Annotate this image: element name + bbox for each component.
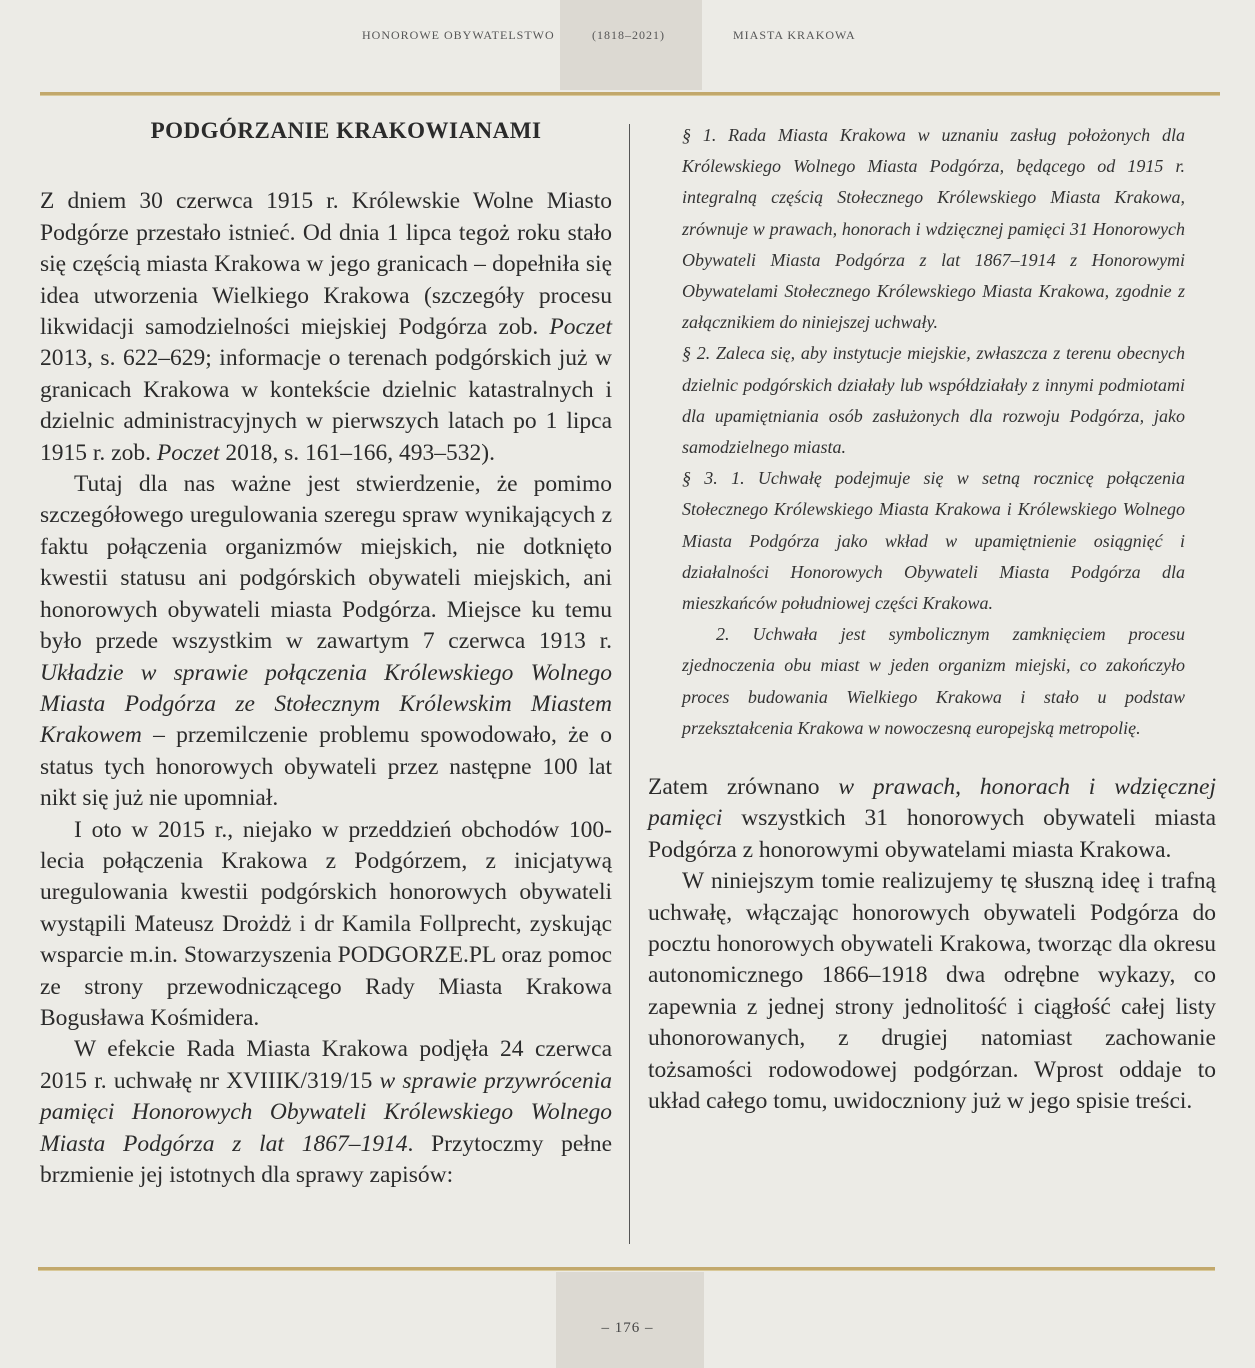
text-run: wszystkich 31 honorowych obywateli miasta Podgórza z honorowymi obywatelami miasta Krakowa. [648, 805, 1216, 863]
header-center: (1818–2021) [592, 28, 665, 42]
italic-run: w sprawie przywrócenia pamięci Honorowych Obywateli Królewskiego Wolnego Miasta Podgórza z lat 1867–1914 [40, 1067, 612, 1157]
top-rule [40, 92, 1220, 96]
italic-run: Poczet [549, 314, 612, 341]
header-left: HONOROWE OBYWATELSTWO [362, 28, 555, 42]
resolution-section-1: § 1. Rada Miasta Krakowa w uznaniu zasług położonych dla Królewskiego Wolnego Miasta Podgórza, będącego od 1915 r. integralną częścią Stołecznego Królewskiego Miasta Krakowa, zrównuje w prawach, honorach i wdzięcznej pamięci 31 Honorowych Obywateli Miasta Podgórza z lat 1867–1914 z Honorowymi Obywatelami Stołecznego Królewskiego Miasta Krakowa, zgodnie z załącznikiem do niniejszej uchwały. [682, 125, 1185, 333]
text-run: 2018, s. 161–166, 493–532). [219, 439, 495, 466]
resolution-section-2: § 2. Zaleca się, aby instytucje miejskie, zwłaszcza z terenu obecnych dzielnic podgórskich działały lub współdziałały z innymi podmiotami dla upamiętniania osób zasłużonych dla rozwoju Podgórza, jako samodzielnego miasta. [682, 343, 1185, 458]
header-right: MIASTA KRAKOWA [733, 28, 856, 42]
resolution-section-3-2: 2. Uchwała jest symbolicznym zamknięciem procesu zjednoczenia obu miast w jeden organizm miejski, co zakończyło proces budowania Wielkiego Krakowa i stało u podstaw przekształcenia Krakowa w nowoczesną europejską metropolię. [682, 624, 1185, 738]
text-run: 2013, s. 622–629; informacje o terenach podgórskich już w granicach Krakowa w kontekście dzielnic katastralnych i dzielnic administracyjnych w pierwszych latach po 1 lipca 1915 r. zob. [40, 345, 612, 466]
right-paragraph-2: W niniejszym tomie realizujemy tę słuszną ideę i trafną uchwałę, włączając honorowych obywateli Podgórza do pocztu honorowych obywateli Krakowa, tworząc dla okresu autonomicznego 1866–1918 dwa odrębne wykazy, co zapewnia z jednej strony jednolitość i ciągłość całej listy uhonorowanych, z drugiej natomiast zachowanie tożsamości rodowodowej podgórzan. Wprost oddaje to układ całego tomu, uwidoczniony już w jego spisie treści. [648, 868, 1216, 1115]
italic-run: Poczet [156, 439, 220, 466]
italic-run: w prawach, honorach i wdzięcznej pamięci [648, 774, 1217, 832]
resolution-quote [682, 120, 1185, 744]
bottom-rule [38, 1267, 1215, 1271]
resolution-section-3-1: § 3. 1. Uchwałę podejmuje się w setną rocznicę połączenia Stołecznego Królewskiego Miasta Krakowa i Królewskiego Wolnego Miasta Podgórza jako wkład w upamiętnienie osiągnięć i działalności Honorowych Obywateli Miasta Podgórza dla mieszkańców południowej części Krakowa. [682, 468, 1185, 614]
text-run: – przemilczenie problemu spowodowało, że o status tych honorowych obywateli przez następne 100 lat nikt się już nie upomniał. [40, 722, 612, 812]
right-column [648, 772, 1216, 1117]
left-column [40, 115, 612, 1191]
text-run: Z dniem 30 czerwca 1915 r. Królewskie Wolne Miasto Podgórze przestało istnieć. Od dnia 1 lipca tegoż roku stało się częścią miasta Krakowa w jego granicach – dopełniła się idea utworzenia Wielkiego Krakowa (szczegóły procesu likwidacji samodzielności miejskiej Podgórza zob. [40, 188, 612, 341]
paragraph-1 [40, 186, 612, 469]
text-run: . Przytoczmy pełne brzmienie jej istotnych dla sprawy zapisów: [40, 1130, 612, 1188]
text-run: Tutaj dla nas ważne jest stwierdzenie, że pomimo szczegółowego uregulowania szeregu spraw wynikających z faktu połączenia organizmów miejskich, nie dotknięto kwestii statusu ani podgórskich obywateli miejskich, ani honorowych obywateli miasta Podgórza. Miejsce ku temu było przede wszystkim w zawartym 7 czerwca 1913 r. [40, 471, 612, 655]
section-title: PODGÓRZANIE KRAKOWIANAMI [150, 118, 542, 143]
page-number: – 176 – [601, 1320, 654, 1336]
paragraph-3: I oto w 2015 r., niejako w przeddzień obchodów 100-lecia połączenia Krakowa z Podgórzem, z inicjatywą uregulowania kwestii podgórskich honorowych obywateli wystąpili Mateusz Drożdż i dr Kamila Follprecht, zyskując wsparcie m.in. Stowarzyszenia PODGORZE.PL oraz pomoc ze strony przewodniczącego Rady Miasta Krakowa Bogusława Kośmidera. [40, 816, 612, 1031]
text-run: W efekcie Rada Miasta Krakowa podjęła 24 czerwca 2015 r. uchwałę nr XVIIIK/319/15 [40, 1036, 612, 1094]
paragraph-4 [40, 1034, 612, 1191]
paragraph-2 [40, 469, 612, 814]
text-run: Zatem zrównano [648, 774, 839, 800]
column-divider [629, 124, 630, 1244]
running-header [0, 28, 1255, 50]
italic-run: Układzie w sprawie połączenia Królewskiego Wolnego Miasta Podgórza ze Stołecznym Królewskim Miastem Krakowem [40, 659, 612, 749]
right-paragraph-1 [648, 772, 1216, 866]
